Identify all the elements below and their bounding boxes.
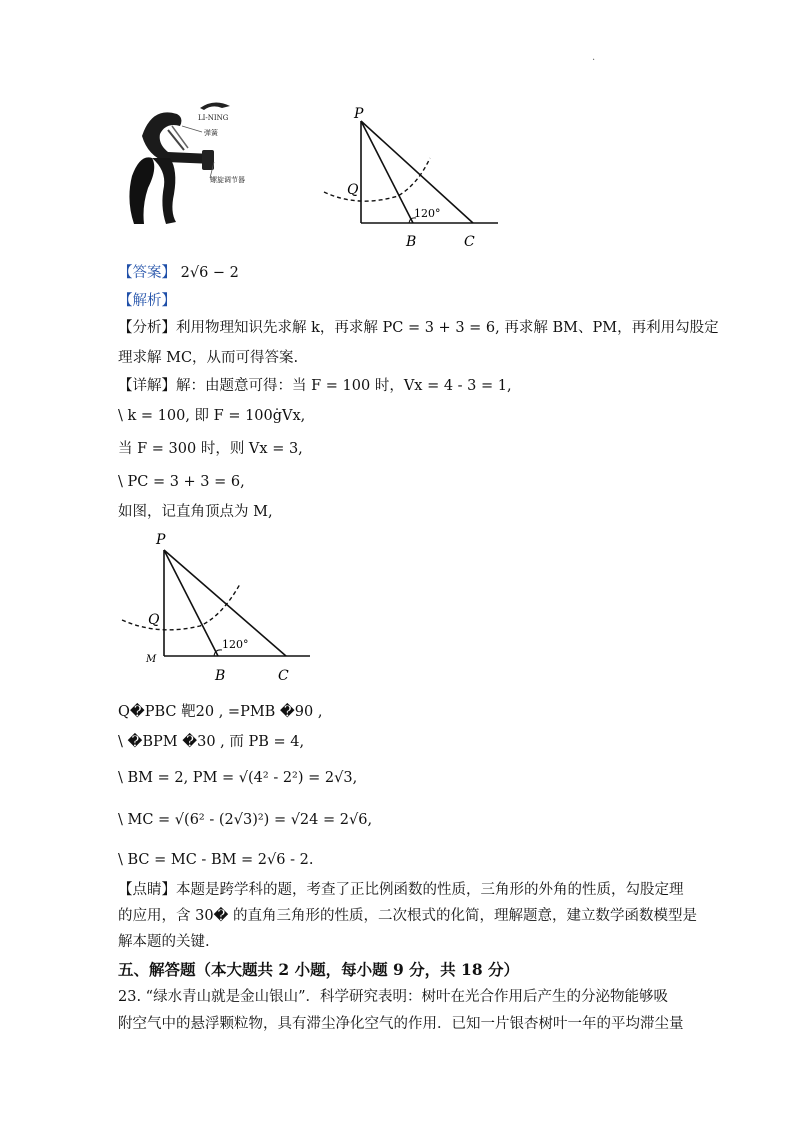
- comment-line-3: 解本题的关键.: [118, 934, 210, 950]
- detail-line-5: 如图，记直角顶点为 M,: [118, 504, 273, 520]
- analysis-tag: 【解析】: [118, 293, 176, 309]
- geometry-figure-top: [318, 104, 508, 252]
- analysis-text-line-2: 理求解 MC，从而可得答案.: [118, 350, 299, 366]
- answer-tag: 【答案】: [118, 265, 176, 281]
- label-m: M: [146, 654, 157, 665]
- label-q: Q: [347, 182, 359, 198]
- question-line-1: 23. “绿水青山就是金山银山”．科学研究表明：树叶在光合作用后产生的分泌物能够吸: [118, 989, 668, 1005]
- label-q: Q: [148, 612, 160, 628]
- label-b: B: [406, 234, 417, 250]
- knob-label: 螺旋调节器: [210, 176, 245, 184]
- step-line-5: \ BC = MC - BM = 2√6 - 2.: [118, 852, 314, 868]
- spring-label: 弹簧: [204, 129, 218, 137]
- detail-line-2: \ k = 100, 即 F = 100ġVx,: [118, 408, 306, 424]
- step-line-4: \ MC = √(6² - (2√3)²) = √24 = 2√6,: [118, 812, 373, 828]
- detail-line-1: 【详解】解：由题意可得：当 F = 100 时，Vx = 4 - 3 = 1,: [118, 378, 512, 394]
- label-p: P: [156, 532, 166, 548]
- answer-line: [118, 263, 239, 283]
- question-line-2: 附空气中的悬浮颗粒物，具有滞尘净化空气的作用．已知一片银杏树叶一年的平均滞尘量: [118, 1016, 684, 1032]
- analysis-line: [118, 291, 176, 311]
- step-line-3: \ BM = 2, PM = √(4² - 2²) = 2√3,: [118, 770, 358, 786]
- hand-gripper-figure: [122, 96, 282, 236]
- knob-icon: [202, 150, 214, 170]
- analysis-text-line-1: 【分析】利用物理知识先求解 k，再求解 PC = 3 + 3 = 6, 再求解 BM、PM，再利用勾股定: [118, 320, 719, 336]
- geometry-figure-mid: [114, 526, 314, 690]
- angle-label: 120°: [222, 638, 249, 651]
- label-c: C: [464, 234, 475, 250]
- step-line-2: \ �BPM �30 , 而 PB = 4,: [118, 734, 305, 750]
- detail-line-3: 当 F = 300 时，则 Vx = 3,: [118, 441, 303, 457]
- comment-line-1: 【点睛】本题是跨学科的题，考查了正比例函数的性质，三角形的外角的性质，勾股定理: [118, 882, 684, 898]
- step-line-1: Q�PBC 靶20 , =PMB �90 ,: [118, 704, 323, 720]
- comment-line-2: 的应用，含 30� 的直角三角形的性质，二次根式的化简，理解题意，建立数学函数模型是: [118, 908, 698, 924]
- answer-value: 2√6 − 2: [180, 265, 239, 281]
- page-marker: .: [592, 52, 596, 63]
- detail-line-4: \ PC = 3 + 3 = 6,: [118, 474, 245, 490]
- angle-label: 120°: [414, 207, 441, 220]
- label-b: B: [215, 668, 226, 684]
- label-p: P: [354, 106, 364, 122]
- section-title: 五、解答题（本大题共 2 小题，每小题 9 分，共 18 分）: [118, 960, 520, 979]
- brand-logo-icon: [200, 102, 230, 110]
- brand-label: LI-NING: [198, 114, 229, 122]
- label-c: C: [278, 668, 289, 684]
